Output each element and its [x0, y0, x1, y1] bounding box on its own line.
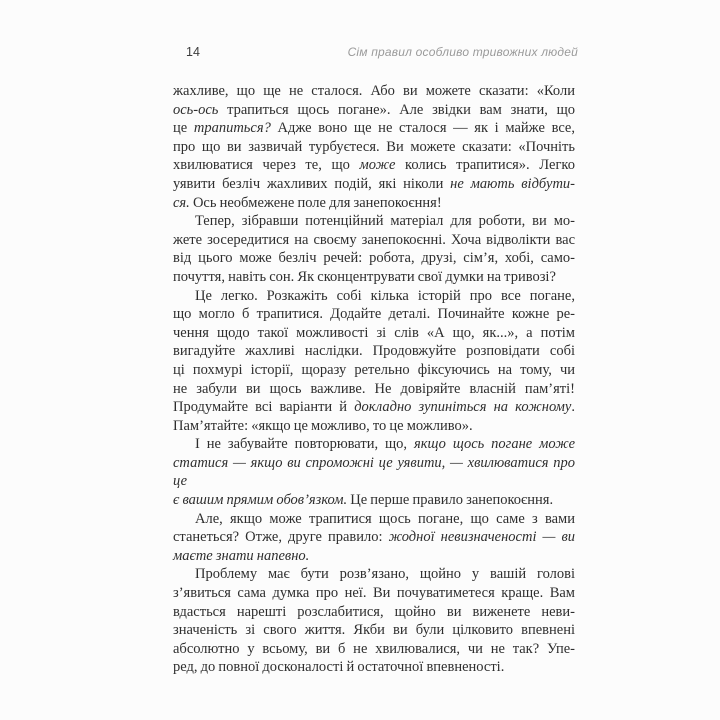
text-line [173, 231, 575, 250]
text-block [173, 82, 575, 677]
italic-text-run: ось-ось [173, 101, 219, 118]
text-line [173, 603, 575, 622]
text-run: жете зосередитися на своєму занепокоєнні. Хоча відволікти вас [173, 231, 575, 248]
text-line [173, 249, 575, 268]
paragraph [173, 212, 575, 286]
text-line [173, 268, 575, 287]
text-run: Адже воно ще не сталося — як і майже все, [270, 120, 575, 137]
text-line [173, 194, 575, 213]
text-run: ці похмурі історії, щоразу ретельно фіксуючись на тому, чи [173, 361, 575, 378]
text-line [173, 305, 575, 324]
page-header [173, 45, 578, 59]
text-line [173, 640, 575, 659]
running-title: Сім правил особливо тривожних людей [347, 45, 578, 59]
italic-text-run: якщо щось погане може [414, 436, 576, 453]
text-run: Це легко. Розкажіть собі кілька історій про все погане, [195, 287, 575, 304]
page-number: 14 [186, 45, 200, 59]
text-line [173, 547, 575, 566]
italic-text-run: статися — якщо ви спроможні це уявити, — хвилюватися про це [173, 454, 575, 490]
text-run: з’явиться сама думка про неї. Ви почуватиметеся краще. Вам [173, 585, 575, 602]
italic-text-run: трапиться? [193, 120, 271, 137]
text-line [173, 175, 575, 194]
text-run: жахливе, що ще не сталося. Або ви можете сказати: «Коли [173, 83, 575, 99]
text-line [173, 101, 575, 120]
text-run: це [173, 120, 194, 137]
text-run: Пам’ятайте: «якщо це можливо, то це можливо». [173, 417, 473, 434]
text-line [173, 454, 575, 491]
text-line [173, 658, 575, 677]
text-line [173, 621, 575, 640]
text-run: . [571, 399, 575, 416]
text-line [173, 417, 575, 436]
text-run: від цього може безліч речей: робота, друзі, сім’я, хобі, само- [173, 250, 575, 267]
paragraph [173, 287, 575, 436]
text-run: Проблему має бути розв’язано, щойно у вашій голові [195, 566, 575, 583]
text-run: колись трапитися». Легко [395, 157, 575, 174]
text-run: хвилюватися через те, що [173, 157, 360, 174]
paragraph [173, 510, 575, 566]
text-line [173, 435, 575, 454]
italic-text-run: докладно зупиніться на кожному [354, 399, 572, 416]
text-line [173, 565, 575, 584]
text-line [173, 361, 575, 380]
text-line [173, 342, 575, 361]
italic-text-run: може [359, 157, 396, 174]
text-run: чення щодо такої можливості зі слів «А що, як...», а потім [173, 324, 575, 341]
text-line [173, 491, 575, 510]
italic-text-run: є вашим прямим обов’язком. [173, 492, 348, 509]
text-run: Ось необмежене поле для занепокоєння! [189, 194, 442, 211]
text-run: абсолютно у всьому, ви б не хвилювалися, чи не так? Упе- [173, 640, 575, 657]
text-run: що могло б трапитися. Додайте деталі. Починайте кожне ре- [173, 306, 575, 323]
paragraph [173, 565, 575, 677]
text-line [173, 510, 575, 529]
text-line [173, 119, 575, 138]
italic-text-run: жодної невизначеності — ви [388, 529, 576, 546]
text-line [173, 380, 575, 399]
text-run: Тепер, зібравши потенційний матеріал для роботи, ви мо- [195, 213, 575, 230]
text-line [173, 138, 575, 157]
text-line [173, 324, 575, 343]
text-run: про що ви зазвичай турбуєтеся. Ви можете сказати: «Почніть [173, 138, 575, 155]
text-line [173, 156, 575, 175]
text-run: не забули ви щось важливе. Не довіряйте власній пам’яті! [173, 380, 575, 397]
text-line [173, 212, 575, 231]
text-run: Але, якщо може трапитися щось погане, що саме з вами [195, 510, 575, 527]
italic-text-run: ся. [173, 194, 190, 211]
text-run: уявити безліч жахливих подій, які ніколи [173, 175, 451, 192]
text-line [173, 584, 575, 603]
paragraph [173, 435, 575, 509]
text-run: ред, до повної досконалості й остаточної впевненості. [173, 659, 505, 676]
text-line [173, 82, 575, 101]
text-run: почуття, навіть сон. Як сконцентрувати свої думки на тривозі? [173, 268, 556, 285]
text-run: вигадуйте жахливі наслідки. Продовжуйте розповідати собі [173, 343, 575, 360]
text-run: станеться? Отже, друге правило: [173, 529, 389, 546]
text-run: значеність зі свого життя. Якби ви були цілковито впевнені [173, 622, 575, 639]
italic-text-run: маєте знати напевно. [173, 547, 310, 564]
text-run: Це перше правило занепокоєння. [347, 492, 554, 509]
text-run: І не забувайте повторювати, що, [195, 436, 414, 453]
paragraph [173, 82, 575, 212]
text-line [173, 287, 575, 306]
text-run: вдасться нарешті розслабитися, щойно ви виженете неви- [173, 603, 575, 620]
text-line [173, 528, 575, 547]
text-run: трапиться щось погане». Але звідки вам знати, що [218, 101, 575, 118]
text-run: Продумайте всі варіанти й [173, 399, 355, 416]
italic-text-run: не мають відбути- [450, 175, 576, 192]
text-line [173, 398, 575, 417]
